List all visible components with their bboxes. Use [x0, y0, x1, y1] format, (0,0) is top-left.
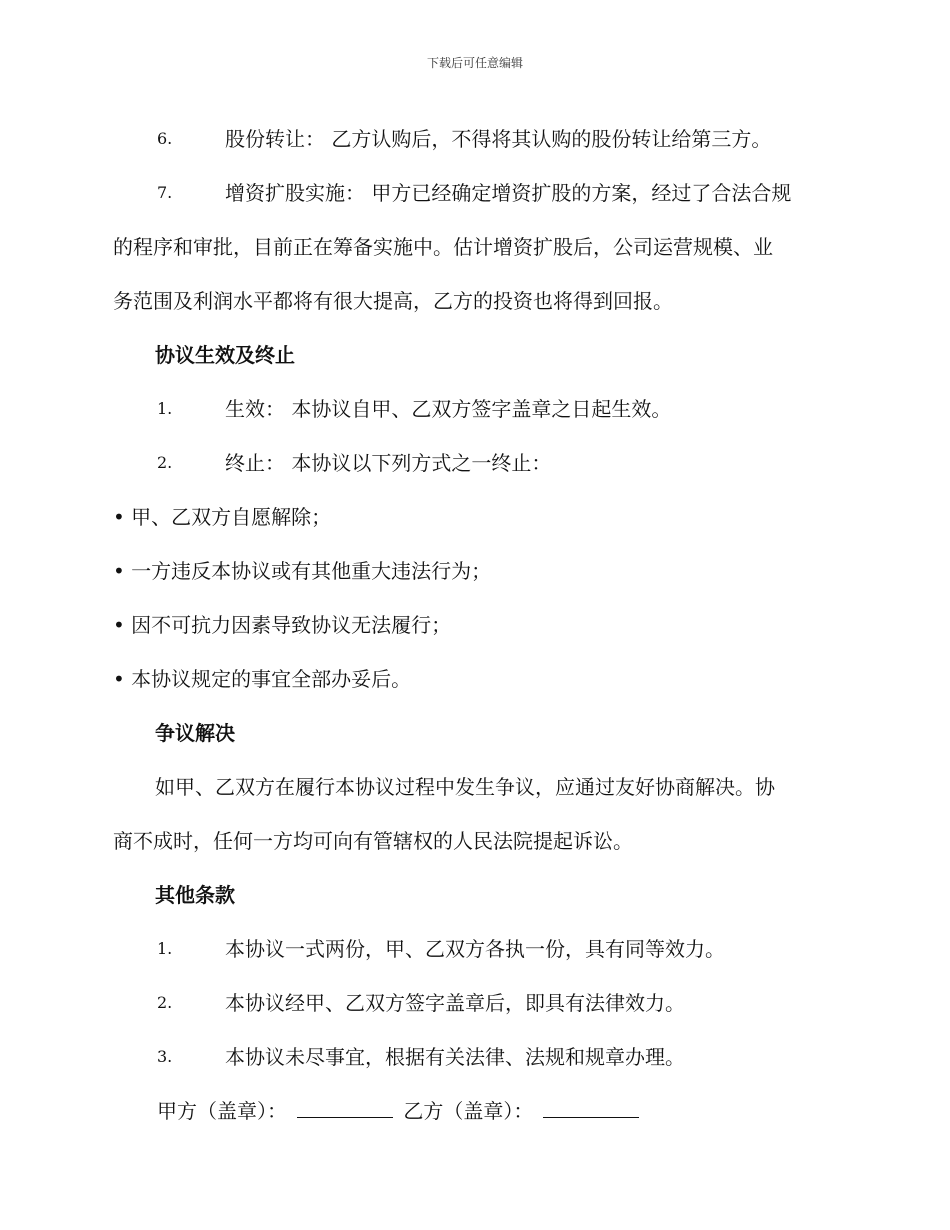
item-number: 2.: [157, 993, 173, 1012]
item-number: 1.: [157, 939, 173, 958]
party-a-signature-blank: [297, 1099, 393, 1118]
item-number: 2.: [157, 453, 173, 472]
termination-bullet: • 一方违反本协议或有其他重大违法行为；: [113, 559, 492, 583]
dispute-paragraph-line: 商不成时，任何一方均可向有管辖权的人民法院提起诉讼。: [113, 829, 633, 853]
section-heading-dispute: 争议解决: [155, 721, 235, 745]
clause-text: 增资扩股实施： 甲方已经确定增资扩股的方案，经过了合法合规: [225, 181, 792, 205]
clause-6: [113, 112, 843, 166]
clause-number: 6.: [157, 129, 173, 148]
section-heading-effect: 协议生效及终止: [155, 343, 295, 367]
other-item: [113, 922, 843, 976]
item-text: 本协议未尽事宜，根据有关法律、法规和规章办理。: [225, 1045, 685, 1069]
item-text: 终止： 本协议以下列方式之一终止：: [225, 451, 552, 475]
item-text: 本协议经甲、乙双方签字盖章后，即具有法律效力。: [225, 991, 685, 1015]
clause-7-continuation: 务范围及利润水平都将有很大提高，乙方的投资也将得到回报。: [113, 289, 673, 313]
other-item: [113, 976, 843, 1030]
item-text: 本协议一式两份，甲、乙双方各执一份，具有同等效力。: [225, 937, 725, 961]
party-b-label: 乙方（盖章）：: [403, 1099, 534, 1123]
item-text: 生效： 本协议自甲、乙双方签字盖章之日起生效。: [225, 397, 672, 421]
signature-line: [113, 1084, 843, 1138]
section-heading-other: 其他条款: [155, 883, 235, 907]
dispute-paragraph-line: 如甲、乙双方在履行本协议过程中发生争议，应通过友好协商解决。协: [155, 775, 775, 799]
item-number: 3.: [157, 1047, 173, 1066]
termination-bullet: • 本协议规定的事宜全部办妥后。: [113, 667, 412, 691]
effect-item: [113, 436, 843, 490]
party-b-signature-blank: [543, 1099, 639, 1118]
clause-number: 7.: [157, 183, 173, 202]
item-number: 1.: [157, 399, 173, 418]
clause-7-continuation: 的程序和审批，目前正在筹备实施中。估计增资扩股后，公司运营规模、业: [113, 235, 773, 259]
termination-bullet: • 因不可抗力因素导致协议无法履行；: [113, 613, 452, 637]
termination-bullet: • 甲、乙双方自愿解除；: [113, 505, 332, 529]
document-body: [113, 112, 843, 1138]
clause-7: [113, 166, 843, 220]
page-header: 下载后可任意编辑: [426, 56, 523, 70]
effect-item: [113, 382, 843, 436]
clause-text: 股份转让： 乙方认购后，不得将其认购的股份转让给第三方。: [225, 127, 772, 151]
party-a-label: 甲方（盖章）：: [157, 1099, 287, 1123]
other-item: [113, 1030, 843, 1084]
